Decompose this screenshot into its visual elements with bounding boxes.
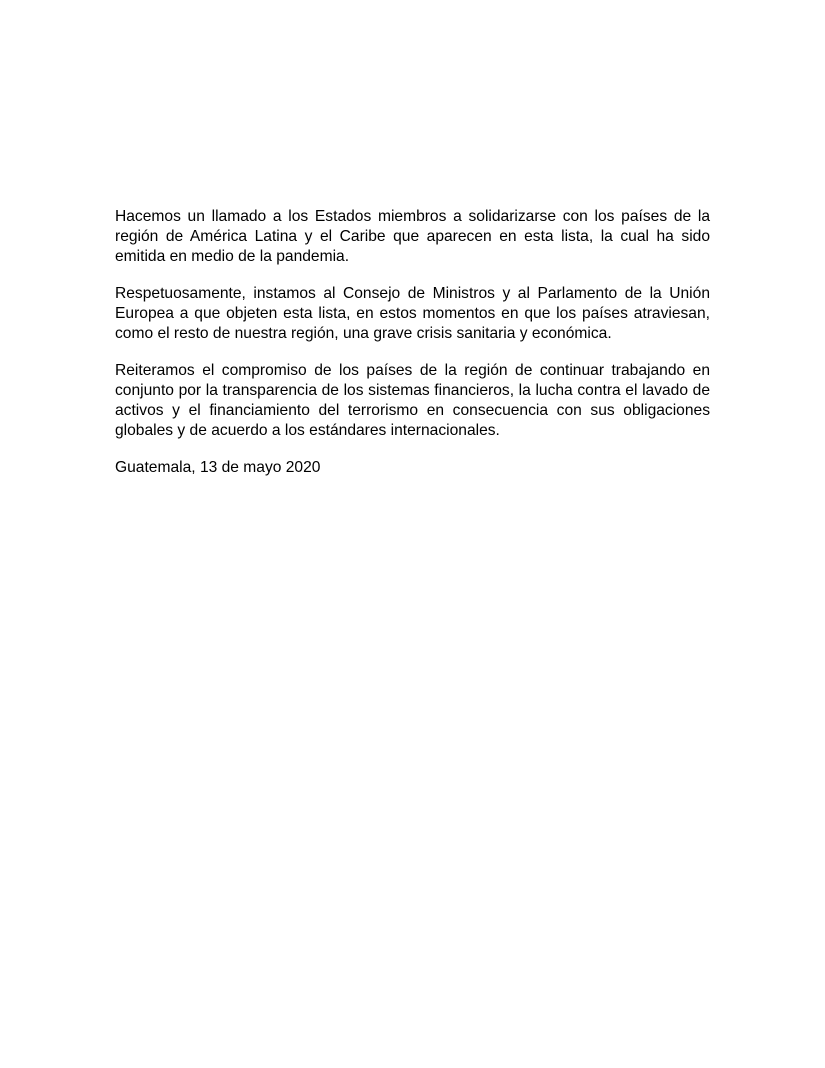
- paragraph-commitment: Reiteramos el compromiso de los países de la región de continuar trabajando en conjunto por la transparencia de los sistemas financieros, la lucha contra el lavado de activos y el financiamiento del terrorismo en consecuencia con sus obligaciones globales y de acuerdo a los estándares internacionales.: [115, 362, 710, 439]
- document-body: [115, 207, 710, 478]
- place-and-date: Guatemala, 13 de mayo 2020: [115, 459, 321, 476]
- paragraph-solidarity-call: Hacemos un llamado a los Estados miembros a solidarizarse con los países de la región de América Latina y el Caribe que aparecen en esta lista, la cual ha sido emitida en medio de la pandemia.: [115, 208, 710, 265]
- paragraph-objection-request: Respetuosamente, instamos al Consejo de Ministros y al Parlamento de la Unión Europea a que objeten esta lista, en estos momentos en que los países atraviesan, como el resto de nuestra región, una grave crisis sanitaria y económica.: [115, 285, 710, 342]
